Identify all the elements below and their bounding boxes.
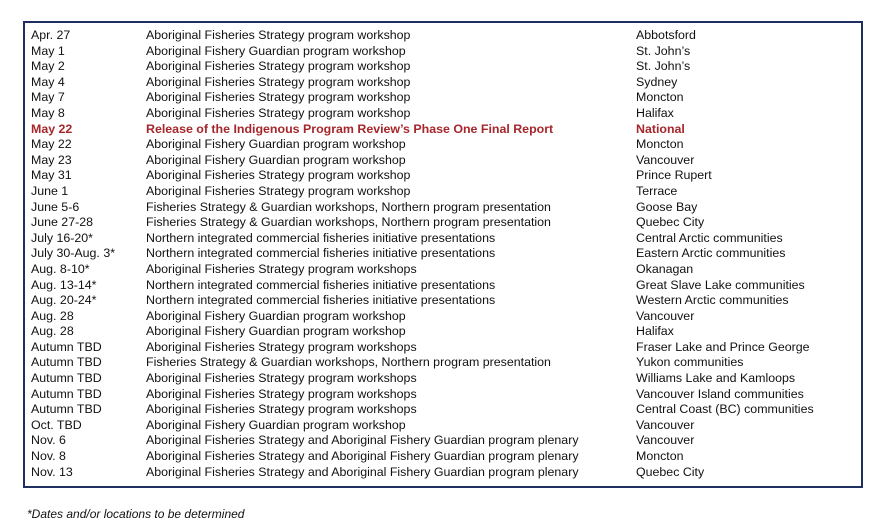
date-cell: May 4 — [31, 74, 65, 89]
date-cell: Nov. 13 — [31, 464, 73, 479]
date-cell: May 2 — [31, 59, 65, 74]
event-cell: Aboriginal Fisheries Strategy program workshops — [146, 261, 417, 276]
event-cell: Aboriginal Fisheries Strategy program workshop — [146, 183, 411, 198]
table-row — [31, 262, 836, 278]
event-cell: Northern integrated commercial fisheries initiative presentations — [146, 246, 496, 261]
date-cell: July 16-20* — [31, 230, 93, 245]
location-cell: Goose Bay — [636, 199, 698, 214]
location-cell: Western Arctic communities — [636, 293, 789, 308]
date-cell: May 22 — [31, 121, 73, 136]
table-row — [31, 200, 836, 216]
event-cell: Aboriginal Fisheries Strategy program workshop — [146, 74, 411, 89]
event-cell: Aboriginal Fisheries Strategy and Aboriginal Fishery Guardian program plenary — [146, 464, 579, 479]
table-row — [31, 184, 836, 200]
date-cell: Autumn TBD — [31, 402, 102, 417]
location-cell: Quebec City — [636, 464, 705, 479]
location-cell: Halifax — [636, 324, 674, 339]
date-cell: June 5-6 — [31, 199, 80, 214]
table-row — [31, 293, 836, 309]
table-row — [31, 371, 836, 387]
event-cell: Northern integrated commercial fisheries initiative presentations — [146, 293, 496, 308]
date-cell: May 8 — [31, 105, 65, 120]
date-cell: Apr. 27 — [31, 28, 71, 42]
date-cell: Oct. TBD — [31, 417, 82, 432]
table-row — [31, 340, 836, 356]
date-cell: Autumn TBD — [31, 386, 102, 401]
table-row — [31, 137, 836, 153]
location-cell: Central Coast (BC) communities — [636, 402, 814, 417]
table-row — [31, 309, 836, 325]
location-cell: Fraser Lake and Prince George — [636, 339, 810, 354]
event-cell: Aboriginal Fisheries Strategy program workshop — [146, 59, 411, 74]
table-row — [31, 153, 836, 169]
location-cell: Vancouver — [636, 152, 695, 167]
event-cell: Aboriginal Fishery Guardian program workshop — [146, 324, 406, 339]
date-cell: May 31 — [31, 168, 72, 183]
table-row — [31, 387, 836, 403]
table-row — [31, 44, 836, 60]
table-row — [31, 90, 836, 106]
date-cell: Aug. 20-24* — [31, 293, 97, 308]
date-cell: Aug. 28 — [31, 324, 74, 339]
table-row — [31, 465, 836, 481]
date-cell: Nov. 8 — [31, 449, 66, 464]
event-cell: Aboriginal Fisheries Strategy and Aboriginal Fishery Guardian program plenary — [146, 433, 579, 448]
location-cell: Great Slave Lake communities — [636, 277, 805, 292]
location-cell: Halifax — [636, 105, 674, 120]
table-row — [31, 215, 836, 231]
location-cell: Quebec City — [636, 215, 705, 230]
date-cell: Aug. 8-10* — [31, 261, 90, 276]
event-cell: Release of the Indigenous Program Review’s Phase One Final Report — [146, 121, 554, 136]
schedule-table — [31, 28, 836, 480]
table-row — [31, 402, 836, 418]
table-row — [31, 231, 836, 247]
schedule-body — [31, 28, 836, 480]
location-cell: National — [636, 121, 685, 136]
location-cell: Prince Rupert — [636, 168, 712, 183]
location-cell: Vancouver — [636, 417, 695, 432]
event-cell: Aboriginal Fisheries Strategy program workshops — [146, 402, 417, 417]
date-cell: May 1 — [31, 43, 65, 58]
table-row — [31, 168, 836, 184]
table-row — [31, 418, 836, 434]
event-cell: Aboriginal Fisheries Strategy program workshop — [146, 105, 411, 120]
table-row — [31, 449, 836, 465]
location-cell: Williams Lake and Kamloops — [636, 371, 796, 386]
table-row — [31, 75, 836, 91]
event-cell: Aboriginal Fishery Guardian program workshop — [146, 152, 406, 167]
date-cell: June 1 — [31, 183, 69, 198]
date-cell: May 22 — [31, 137, 72, 152]
event-cell: Aboriginal Fisheries Strategy program workshop — [146, 28, 411, 42]
location-cell: Vancouver Island communities — [636, 386, 804, 401]
table-row — [31, 246, 836, 262]
event-cell: Aboriginal Fisheries Strategy program workshops — [146, 386, 417, 401]
event-cell: Fisheries Strategy & Guardian workshops, Northern program presentation — [146, 355, 551, 370]
location-cell: Okanagan — [636, 261, 694, 276]
event-cell: Aboriginal Fishery Guardian program workshop — [146, 137, 406, 152]
location-cell: Sydney — [636, 74, 678, 89]
location-cell: Abbotsford — [636, 28, 696, 42]
location-cell: Central Arctic communities — [636, 230, 783, 245]
location-cell: Vancouver — [636, 433, 695, 448]
event-cell: Fisheries Strategy & Guardian workshops, Northern program presentation — [146, 199, 551, 214]
table-row — [31, 355, 836, 371]
event-cell: Northern integrated commercial fisheries initiative presentations — [146, 277, 496, 292]
event-cell: Aboriginal Fisheries Strategy program workshops — [146, 339, 417, 354]
date-cell: May 23 — [31, 152, 72, 167]
event-cell: Aboriginal Fisheries Strategy and Aboriginal Fishery Guardian program plenary — [146, 449, 579, 464]
table-row — [31, 278, 836, 294]
date-cell: Autumn TBD — [31, 371, 102, 386]
date-cell: Nov. 6 — [31, 433, 66, 448]
date-cell: Autumn TBD — [31, 355, 102, 370]
location-cell: Terrace — [636, 183, 678, 198]
highlight-row — [31, 122, 836, 138]
location-cell: Vancouver — [636, 308, 695, 323]
date-cell: Aug. 28 — [31, 308, 74, 323]
table-row — [31, 106, 836, 122]
table-row — [31, 324, 836, 340]
date-cell: Autumn TBD — [31, 339, 102, 354]
location-cell: Moncton — [636, 137, 684, 152]
footnote: *Dates and/or locations to be determined — [27, 507, 245, 521]
date-cell: June 27-28 — [31, 215, 94, 230]
table-row — [31, 433, 836, 449]
date-cell: Aug. 13-14* — [31, 277, 97, 292]
location-cell: Moncton — [636, 90, 684, 105]
event-cell: Aboriginal Fisheries Strategy program workshop — [146, 168, 411, 183]
event-cell: Aboriginal Fisheries Strategy program workshops — [146, 371, 417, 386]
table-row — [31, 28, 836, 44]
date-cell: May 7 — [31, 90, 65, 105]
event-cell: Aboriginal Fishery Guardian program workshop — [146, 308, 406, 323]
event-cell: Aboriginal Fishery Guardian program workshop — [146, 43, 406, 58]
event-cell: Aboriginal Fisheries Strategy program workshop — [146, 90, 411, 105]
location-cell: Yukon communities — [636, 355, 744, 370]
location-cell: St. John’s — [636, 59, 691, 74]
table-row — [31, 59, 836, 75]
location-cell: Eastern Arctic communities — [636, 246, 786, 261]
event-cell: Fisheries Strategy & Guardian workshops, Northern program presentation — [146, 215, 551, 230]
location-cell: Moncton — [636, 449, 684, 464]
date-cell: July 30-Aug. 3* — [31, 246, 116, 261]
location-cell: St. John’s — [636, 43, 691, 58]
event-cell: Northern integrated commercial fisheries initiative presentations — [146, 230, 496, 245]
event-cell: Aboriginal Fishery Guardian program workshop — [146, 417, 406, 432]
